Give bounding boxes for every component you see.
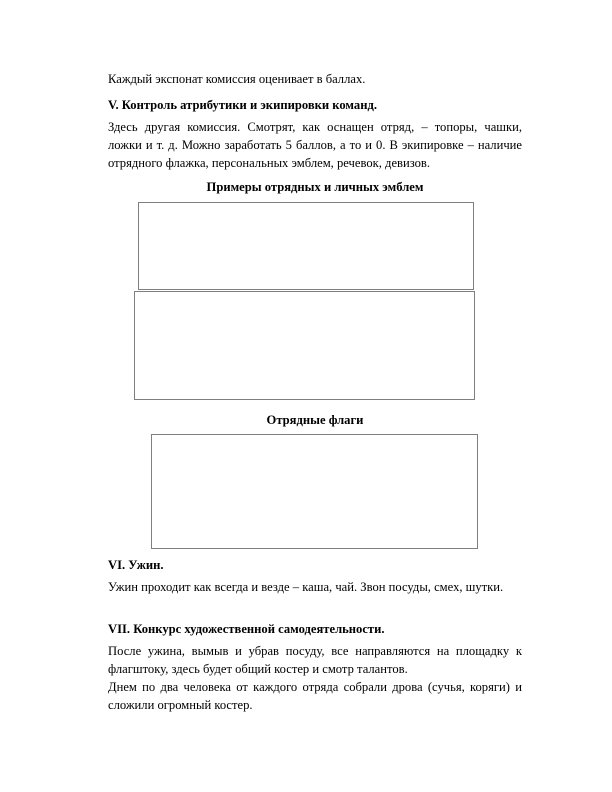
section-heading-vii: VII. Конкурс художественной самодеятельности. [108, 622, 385, 636]
paragraph-exhibit-scoring: Каждый экспонат комиссия оценивает в баллах. [108, 72, 366, 86]
paragraph-after-dinner: После ужина, вымыв и убрав посуду, все направляются на площадку к флагштоку, здесь будет общий костер и смотр талантов. [108, 644, 522, 676]
section-heading-v: V. Контроль атрибутики и экипировки команд. [108, 98, 377, 112]
emblem-image-placeholder-1 [138, 202, 474, 290]
flag-image-placeholder [151, 434, 478, 549]
paragraph-firewood: Днем по два человека от каждого отряда собрали дрова (сучья, коряги) и сложили огромный костер. [108, 680, 522, 712]
caption-squad-flags: Отрядные флаги [266, 413, 364, 427]
emblem-image-placeholder-2 [134, 291, 475, 400]
paragraph-dinner: Ужин проходит как всегда и везде – каша, чай. Звон посуды, смех, шутки. [108, 580, 504, 594]
caption-emblem-examples: Примеры отрядных и личных эмблем [206, 180, 424, 194]
paragraph-equipment-check: Здесь другая комиссия. Смотрят, как оснащен отряд, – топоры, чашки, ложки и т. д. Можно заработать 5 баллов, а то и 0. В экипировке – наличие отрядного флажка, персональных эмблем, речевок, девизов. [108, 120, 522, 170]
section-heading-vi: VI. Ужин. [108, 558, 164, 572]
